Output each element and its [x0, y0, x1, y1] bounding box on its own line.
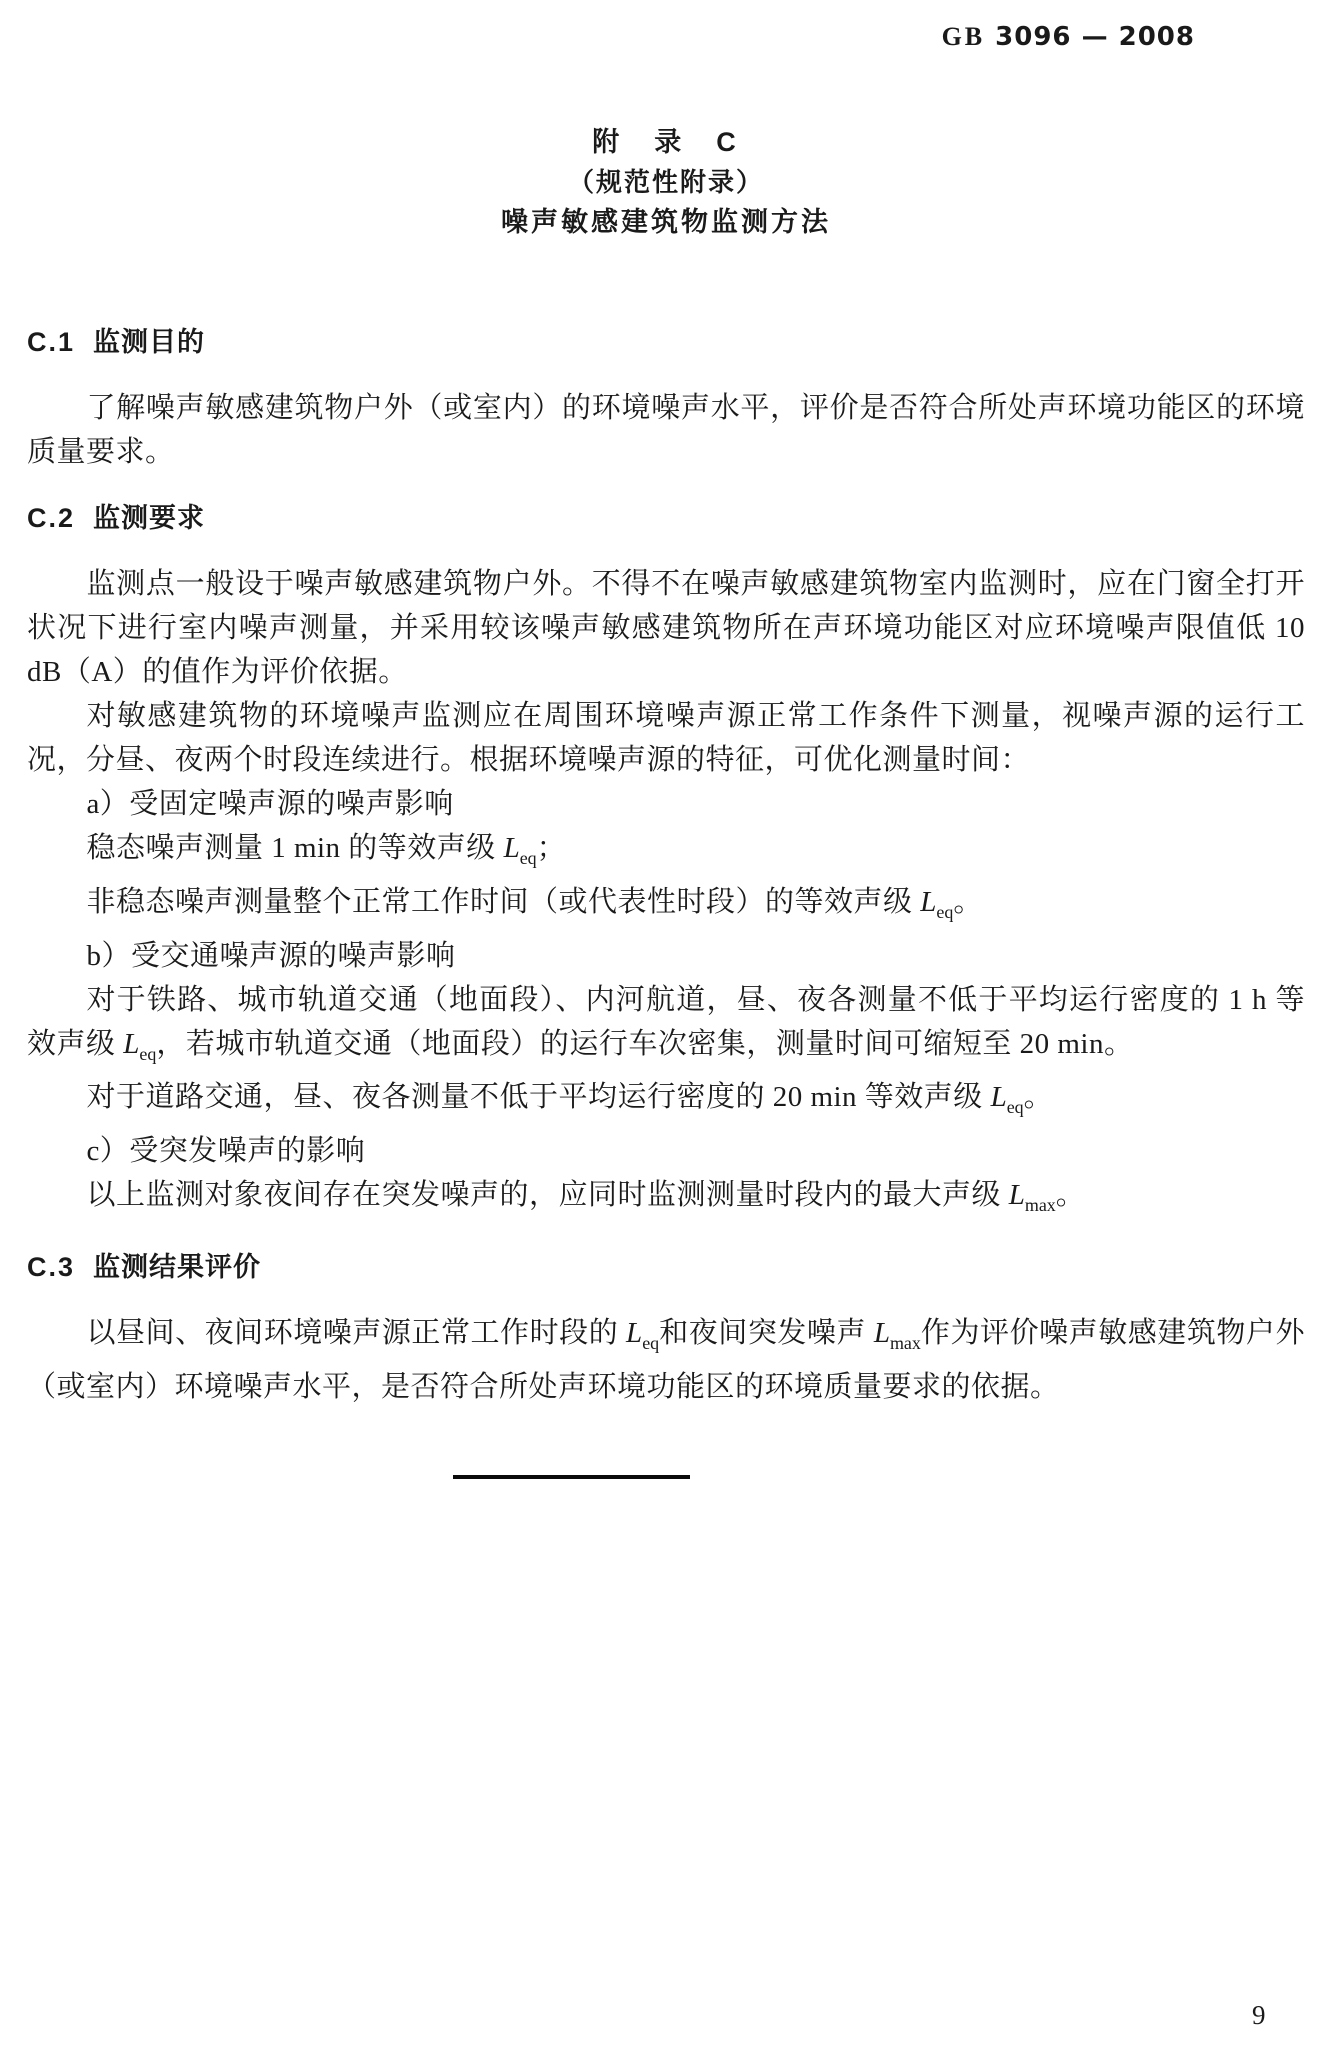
appendix-title: 附 录 C [592, 127, 740, 157]
leq-symbol [503, 832, 537, 868]
text-segment: 以昼间、夜间环境噪声源正常工作时段的 [86, 1316, 627, 1349]
text-segment: 作为评价噪声敏感建筑物户外（或室内）环境噪声水平，是否符合所处声环境功能区的环境质量要求的依据。 [27, 1316, 1305, 1403]
variable-letter: L [990, 1081, 1007, 1114]
section-title: 监测结果评价 [93, 1251, 262, 1282]
paragraph-c2-monitoring-point: 监测点一般设于噪声敏感建筑物户外。不得不在噪声敏感建筑物室内监测时，应在门窗全打开状况下进行室内噪声测量，并采用较该噪声敏感建筑物所在声环境功能区对应环境噪声限值低 10 dB（A）的值作为评价依据。 [27, 568, 1305, 688]
appendix-subtitle: （规范性附录） [567, 167, 764, 197]
variable-letter: L [1008, 1179, 1025, 1212]
leq-symbol [990, 1081, 1024, 1118]
section-title: 监测要求 [93, 503, 206, 533]
variable-subscript: eq [139, 1043, 157, 1064]
section-heading-c2 [27, 500, 1305, 536]
appendix-title-block [27, 122, 1305, 242]
page-number: 9 [1252, 2000, 1266, 2030]
variable-subscript: eq [642, 1332, 660, 1353]
paragraph-c1-purpose: 了解噪声敏感建筑物户外（或室内）的环境噪声水平，评价是否符合所处声环境功能区的环境质量要求。 [27, 392, 1305, 468]
variable-subscript: max [1024, 1194, 1056, 1215]
standard-code-header [942, 22, 1195, 52]
end-of-text-rule [453, 1475, 690, 1479]
section-number: C.2 [27, 503, 76, 533]
text-segment: 稳态噪声测量 1 min 的等效声级 [86, 832, 504, 864]
section-number: C.3 [27, 1251, 76, 1282]
list-item-b: b）受交通噪声源的噪声影响 [86, 939, 456, 972]
paragraph-unsteady-noise [27, 880, 1305, 934]
text-segment: ； [536, 832, 567, 864]
text-segment: 。 [1023, 1081, 1054, 1114]
lmax-symbol [1008, 1179, 1056, 1215]
text-segment: 对于道路交通，昼、夜各测量不低于平均运行密度的 20 min 等效声级 [86, 1081, 991, 1114]
leq-symbol [920, 885, 954, 922]
lmax-symbol [873, 1316, 921, 1353]
variable-letter: L [873, 1316, 890, 1349]
standard-code-number: 3096 — 2008 [995, 22, 1195, 52]
variable-subscript: max [889, 1332, 921, 1353]
section-title: 监测目的 [93, 327, 206, 357]
variable-subscript: eq [936, 901, 954, 922]
variable-letter: L [503, 832, 520, 864]
paragraph-rail-traffic [27, 978, 1305, 1076]
paragraph-burst-noise [27, 1173, 1305, 1227]
appendix-name: 噪声敏感建筑物监测方法 [501, 207, 831, 237]
variable-letter: L [123, 1027, 140, 1060]
text-segment: 以上监测对象夜间存在突发噪声的，应同时监测测量时段内的最大声级 [86, 1179, 1009, 1212]
text-segment: ，若城市轨道交通（地面段）的运行车次密集，测量时间可缩短至 20 min。 [156, 1027, 1134, 1060]
section-number: C.1 [27, 327, 76, 357]
text-segment: 。 [953, 885, 983, 918]
text-segment: 对于铁路、城市轨道交通（地面段）、内河航道，昼、夜各测量不低于平均运行密度的 1 h 等效声级 [27, 983, 1305, 1060]
text-segment: 非稳态噪声测量整个正常工作时间（或代表性时段）的等效声级 [86, 885, 921, 918]
leq-symbol [123, 1027, 157, 1064]
text-segment: 和夜间突发噪声 [659, 1316, 874, 1349]
section-heading-c3 [27, 1249, 1305, 1285]
leq-symbol [626, 1316, 660, 1353]
list-item-c: c）受突发噪声的影响 [86, 1135, 366, 1168]
variable-letter: L [920, 885, 937, 918]
variable-subscript: eq [519, 847, 537, 868]
text-segment: 。 [1055, 1179, 1086, 1212]
paragraph-c3-evaluation [27, 1311, 1305, 1409]
standard-code-prefix: GB [941, 22, 986, 51]
paragraph-road-traffic [27, 1075, 1305, 1129]
variable-letter: L [626, 1316, 643, 1349]
variable-subscript: eq [1006, 1097, 1024, 1118]
section-heading-c1 [27, 324, 1305, 360]
paragraph-steady-noise [27, 826, 1305, 880]
paragraph-c2-conditions: 对敏感建筑物的环境噪声监测应在周围环境噪声源正常工作条件下测量，视噪声源的运行工况，分昼、夜两个时段连续进行。根据环境噪声源的特征，可优化测量时间： [27, 700, 1305, 776]
list-item-a: a）受固定噪声源的噪声影响 [86, 788, 454, 820]
